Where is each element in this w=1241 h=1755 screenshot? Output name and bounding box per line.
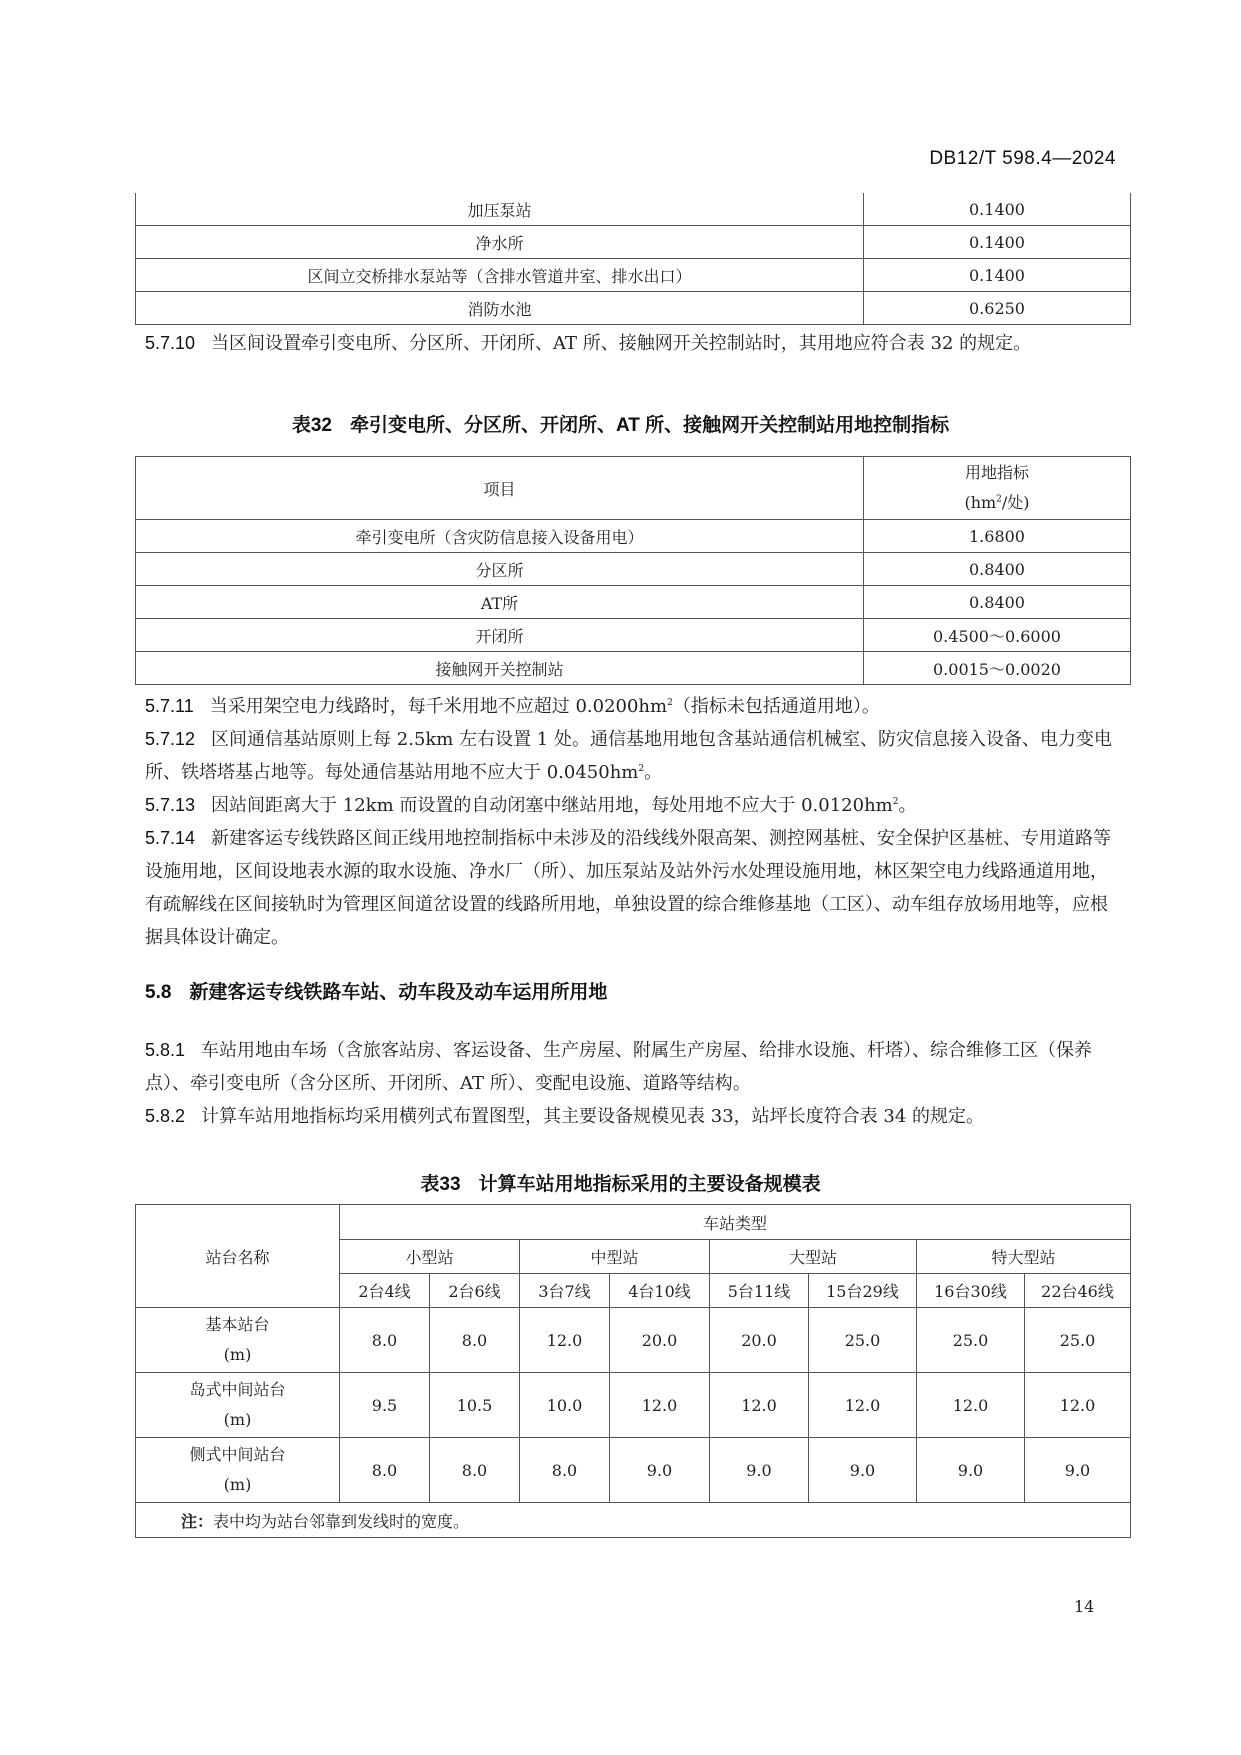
cell-value: 12.0 (520, 1308, 610, 1373)
cell-value: 9.0 (1025, 1438, 1131, 1503)
table-33 (135, 1204, 1131, 1538)
cell-value: 0.4500～0.6000 (864, 619, 1131, 652)
header-type-extra-large: 特大型站 (917, 1240, 1131, 1274)
cell-value: 0.6250 (864, 292, 1131, 325)
clause-number: 5.7.14 (145, 828, 196, 848)
clause-text: 新建客运专线铁路区间正线用地控制指标中未涉及的沿线线外限高架、测控网基桩、安全保护区基桩、专用道路等设施用地，区间设地表水源的取水设施、净水厂（所）、加压泵站及站外污水处理设施用地，林区架空电力线路通道用地，有疏解线在区间接轨时为管理区间道岔设置的线路所用地，单独设置的综合维修基地（工区）、动车组存放场用地等，应根据具体设计确定。 (145, 828, 1112, 948)
cell-value: 0.8400 (864, 553, 1131, 586)
row-label (136, 1438, 340, 1503)
table-row (136, 586, 1131, 619)
table-number: 表33 (420, 1174, 461, 1195)
superscript: 2 (638, 764, 645, 774)
clause-text: （指标未包括通道用地）。 (672, 696, 880, 717)
cell-value: 8.0 (430, 1308, 520, 1373)
clause-text: 车站用地由车场（含旅客站房、客运设备、生产房屋、附属生产房屋、给排水设施、杆塔）、综合维修工区（保养点）、牵引变电所（含分区所、开闭所、AT 所）、变配电设施、道路等结构。 (145, 1040, 1093, 1094)
page-number: 14 (1074, 1597, 1095, 1616)
cell-value: 12.0 (710, 1373, 809, 1438)
table-row (136, 520, 1131, 553)
note-label: 注： (181, 1511, 214, 1531)
table-row (136, 226, 1131, 259)
cell-item: 牵引变电所（含灾防信息接入设备用电） (136, 520, 864, 553)
header-station-type: 车站类型 (340, 1205, 1131, 1240)
cell-value: 12.0 (610, 1373, 710, 1438)
cell-item: 区间立交桥排水泵站等（含排水管道井室、排水出口） (136, 259, 864, 292)
unit-part: /处) (1001, 493, 1030, 512)
clause-5-7-10 (145, 327, 1120, 360)
header-value (864, 457, 1131, 520)
clause-5-7-14 (145, 822, 1120, 954)
table-32 (135, 456, 1131, 685)
table-note-row (136, 1503, 1131, 1538)
section-heading-5-8 (145, 977, 607, 1004)
clause-5-7-13 (145, 789, 1120, 822)
cell-value: 1.6800 (864, 520, 1131, 553)
cell-value: 25.0 (809, 1308, 917, 1373)
unit-sup: 2 (996, 494, 1002, 505)
row-unit: (m) (223, 1410, 252, 1429)
header-value-label: 用地指标 (964, 463, 1029, 482)
cell-value: 0.1400 (864, 226, 1131, 259)
table-row (136, 1308, 1131, 1373)
table-row (136, 1373, 1131, 1438)
header-value-unit (864, 488, 1130, 518)
table-row (136, 1438, 1131, 1503)
section-number: 5.8 (145, 982, 172, 1003)
cell-value: 25.0 (917, 1308, 1025, 1373)
cell-value: 20.0 (710, 1308, 809, 1373)
clause-text: 区间通信基站原则上每 2.5km 左右设置 1 处。通信基地用地包含基站通信机械室、防灾信息接入设备、电力变电所、铁塔塔基占地等。每处通信基站用地不应大于 0.0450hm (145, 729, 1112, 783)
cell-value: 12.0 (809, 1373, 917, 1438)
unit-part: (hm (964, 493, 997, 512)
clause-number: 5.7.10 (145, 333, 196, 353)
table-number: 表32 (291, 415, 332, 436)
cell-value: 0.1400 (864, 259, 1131, 292)
table-row (136, 652, 1131, 685)
cell-value: 0.8400 (864, 586, 1131, 619)
clause-text: 。 (644, 762, 663, 783)
header-type-large: 大型站 (710, 1240, 917, 1274)
clause-5-7-12 (145, 723, 1120, 789)
table-title: 牵引变电所、分区所、开闭所、AT 所、接触网开关控制站用地控制指标 (349, 415, 950, 436)
header-config: 15台29线 (809, 1274, 917, 1308)
cell-item: AT所 (136, 586, 864, 619)
document-code: DB12/T 598.4—2024 (929, 148, 1116, 169)
cell-value: 20.0 (610, 1308, 710, 1373)
cell-item: 加压泵站 (136, 193, 864, 226)
cell-value: 9.0 (809, 1438, 917, 1503)
superscript: 2 (667, 698, 673, 708)
table33-caption (0, 1169, 1241, 1196)
header-config: 22台46线 (1025, 1274, 1131, 1308)
header-config: 2台4线 (340, 1274, 430, 1308)
cell-value: 8.0 (340, 1438, 430, 1503)
cell-value: 25.0 (1025, 1308, 1131, 1373)
clause-number: 5.8.1 (145, 1040, 186, 1060)
header-config: 3台7线 (520, 1274, 610, 1308)
row-name: 侧式中间站台 (189, 1445, 286, 1464)
table-row (136, 619, 1131, 652)
header-type-small: 小型站 (340, 1240, 520, 1274)
cell-value: 9.0 (610, 1438, 710, 1503)
cell-value: 8.0 (430, 1438, 520, 1503)
clause-text: 当区间设置牵引变电所、分区所、开闭所、AT 所、接触网开关控制站时，其用地应符合表 32 的规定。 (211, 333, 1032, 354)
row-unit: (m) (223, 1475, 252, 1494)
section-title: 新建客运专线铁路车站、动车段及动车运用所用地 (189, 982, 608, 1003)
table-note (136, 1503, 1131, 1538)
header-type-medium: 中型站 (520, 1240, 710, 1274)
table-header-row (136, 1205, 1131, 1240)
table-row (136, 259, 1131, 292)
cell-value: 9.5 (340, 1373, 430, 1438)
clause-text: 因站间距离大于 12km 而设置的自动闭塞中继站用地，每处用地不应大于 0.0120hm (211, 795, 893, 816)
table-continued (135, 193, 1131, 325)
clause-text: 。 (898, 795, 917, 816)
row-name: 岛式中间站台 (189, 1380, 286, 1399)
table-row (136, 553, 1131, 586)
cell-value: 8.0 (520, 1438, 610, 1503)
cell-value: 10.5 (430, 1373, 520, 1438)
clause-5-8-2 (145, 1100, 1120, 1133)
table32-caption (0, 410, 1241, 437)
table-row (136, 193, 1131, 226)
header-config: 16台30线 (917, 1274, 1025, 1308)
row-name: 基本站台 (205, 1315, 270, 1334)
header-config: 4台10线 (610, 1274, 710, 1308)
clause-text: 计算车站用地指标均采用横列式布置图型，其主要设备规模见表 33，站坪长度符合表 34 的规定。 (201, 1106, 985, 1127)
cell-value: 12.0 (917, 1373, 1025, 1438)
cell-value: 9.0 (710, 1438, 809, 1503)
table-title: 计算车站用地指标采用的主要设备规模表 (478, 1174, 821, 1195)
cell-value: 0.1400 (864, 193, 1131, 226)
table-row (136, 292, 1131, 325)
cell-value: 10.0 (520, 1373, 610, 1438)
cell-item: 接触网开关控制站 (136, 652, 864, 685)
clause-number: 5.7.11 (145, 696, 194, 716)
cell-item: 净水所 (136, 226, 864, 259)
header-station-name: 站台名称 (136, 1205, 340, 1308)
clause-number: 5.7.12 (145, 729, 196, 749)
clause-text: 当采用架空电力线路时，每千米用地不应超过 0.0200hm (209, 696, 668, 717)
header-config: 5台11线 (710, 1274, 809, 1308)
cell-value: 8.0 (340, 1308, 430, 1373)
row-label (136, 1308, 340, 1373)
row-unit: (m) (223, 1345, 252, 1364)
table-header-row (136, 457, 1131, 520)
row-label (136, 1373, 340, 1438)
cell-item: 开闭所 (136, 619, 864, 652)
cell-value: 12.0 (1025, 1373, 1131, 1438)
note-text: 表中均为站台邻靠到发线时的宽度。 (213, 1511, 470, 1531)
cell-value: 0.0015～0.0020 (864, 652, 1131, 685)
clause-5-8-1 (145, 1034, 1120, 1100)
superscript: 2 (892, 797, 899, 807)
clause-number: 5.7.13 (145, 795, 196, 815)
cell-item: 分区所 (136, 553, 864, 586)
header-item: 项目 (136, 457, 864, 520)
clause-number: 5.8.2 (145, 1106, 186, 1126)
cell-value: 9.0 (917, 1438, 1025, 1503)
clause-5-7-11 (145, 690, 1120, 723)
header-config: 2台6线 (430, 1274, 520, 1308)
cell-item: 消防水池 (136, 292, 864, 325)
